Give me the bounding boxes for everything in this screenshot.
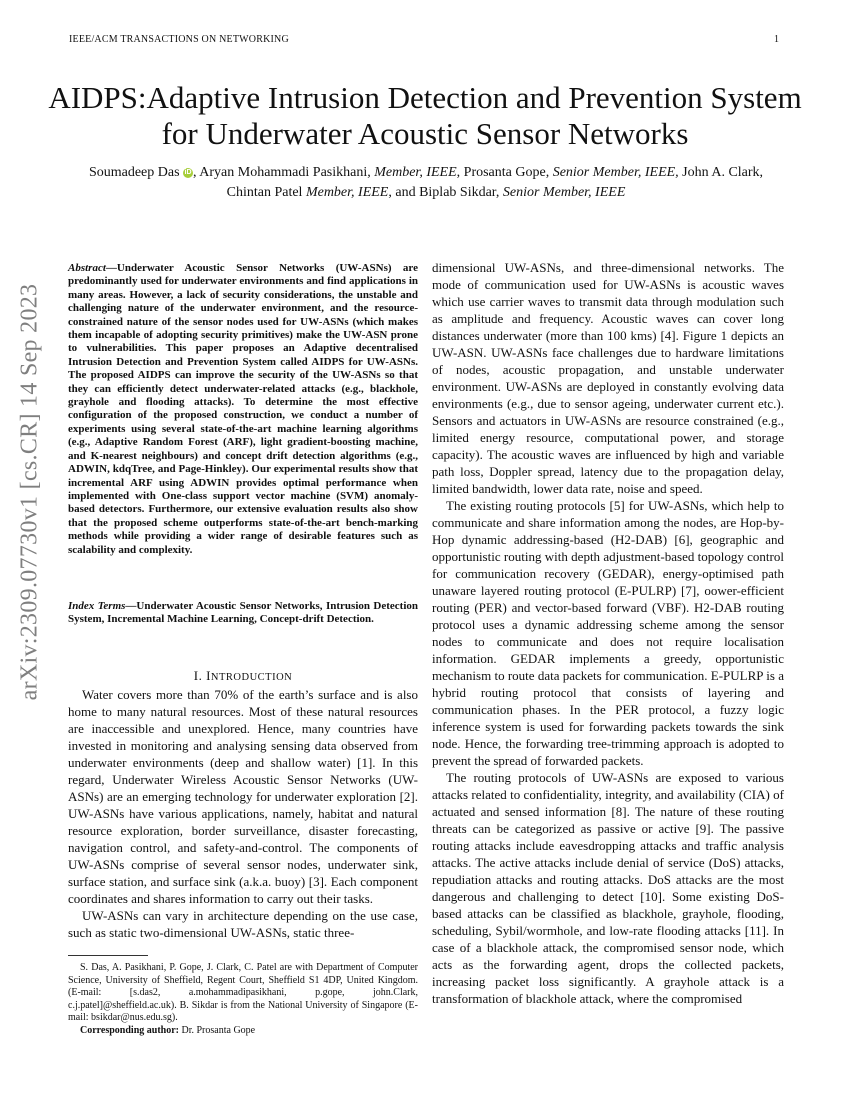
index-terms-text: —Underwater Acoustic Sensor Networks, Intrusion Detection System, Incremental Machine Learning, Concept-drift Detection. xyxy=(68,600,418,626)
abstract-text: —Underwater Acoustic Sensor Networks (UW-ASNs) are predominantly used for underwater environments and find applications in many areas. However, a lack of security considerations, the unstable and challenging nature of the underwater environment, and the resource-constrained nature of the sensor nodes used for UW-ASNs (which makes them incapable of adopting security primitives) make the UW-ASN prone to vulnerabilities. This paper proposes an Adaptive decentralised Intrusion Detection and Prevention System called AIDPS for UW-ASNs. The proposed AIDPS can improve the security of the UW-ASNs so that they can efficiently detect underwater-related attacks (e.g., blackhole, grayhole and flooding attacks). To determine the most effective configuration of the proposed construction, we conduct a number of experiments using several state-of-the-art machine learning algorithms (e.g., Adaptive Random Forest (ARF), light gradient-boosting machine, and K-nearest neighbours) and concept drift detection algorithms (e.g., ADWIN, kdqTree, and Page-Hinkley). Our experimental results show that incremental ARF using ADWIN provides optimal performance when implemented with One-class support vector machine (SVM) anomaly-based detectors. Furthermore, our extensive evaluation results also show that the proposed scheme outperforms state-of-the-art bench-marking methods while providing a wider range of desirable features such as scalability and complexity. xyxy=(68,262,418,556)
affiliation-note: S. Das, A. Pasikhani, P. Gope, J. Clark, C. Patel are with Department of Computer Science, University of Sheffield, Regent Court, Sheffield S1 4DP, United Kingdom. (E-mail: [s.das2, a.mohammadipasikhani, p.gope, john.Clark, c.j.patel]@sheffield.ac.uk). B. Sikdar is from the National University of Singapore (E-mail: bsikdar@nus.edu.sg). xyxy=(68,962,418,1024)
section-title-initial: I xyxy=(206,668,211,683)
author-list xyxy=(68,163,784,203)
author-membership: Member, IEEE xyxy=(374,165,457,180)
corresponding-label: Corresponding author: xyxy=(80,1024,179,1036)
section-number: I. xyxy=(193,668,207,683)
corresponding-name: Dr. Prosanta Gope xyxy=(179,1024,256,1036)
arxiv-stamp: arXiv:2309.07730v1 [cs.CR] 14 Sep 2023 xyxy=(16,283,43,701)
paragraph: dimensional UW-ASNs, and three-dimensional networks. The mode of communication used for UW-ASNs is acoustic waves which use carrier waves to transmit data through modulation such as amplitude and frequency. Acoustic waves can cover long distances underwater (more than 100 kms) [4]. Figure 1 depicts an UW-ASN. UW-ASNs face challenges due to hardware limitations of nodes, acoustic propagation, and unstable underwater environment. UW-ASNs are deployed in constantly evolving data environments (e.g., due to sensor ageing, underwater current etc.). Sensors and actuators in UW-ASNs are resource constrained (e.g., limited energy resource, computational power, and storage capacity). The acoustic waves are influenced by high and variable path loss, Doppler spread, latency due to the propagation delay, limited bandwidth, lower data rate, noise and speed. xyxy=(432,260,784,496)
section-heading xyxy=(68,668,418,684)
paper-title: AIDPS:Adaptive Intrusion Detection and Prevention System for Underwater Acoustic Sensor Networks xyxy=(48,80,802,151)
right-column-body xyxy=(432,259,784,1007)
author-membership: Member, IEEE xyxy=(305,185,389,200)
index-terms-label: Index Terms xyxy=(68,600,126,612)
footnote-divider xyxy=(68,955,148,956)
paragraph: UW-ASNs can vary in architecture depending on the use case, such as static two-dimensional UW-ASNs, static three- xyxy=(68,908,418,940)
running-head: IEEE/ACM TRANSACTIONS ON NETWORKING xyxy=(69,34,289,45)
author-name: Soumadeep Das xyxy=(88,165,180,180)
author-membership: Senior Member, IEEE xyxy=(502,185,626,200)
author-name: , Prosanta Gope, xyxy=(456,165,553,180)
footnote xyxy=(68,962,418,1038)
paragraph: Water covers more than 70% of the earth’s surface and is also home to many natural resources. Most of these natural resources are inaccessible and unexplored. Hence, many countries have invested in monitoring and analysing sensing data observed from underwater environments (deep and shallow water) [1]. In this regard, Underwater Wireless Acoustic Sensor Networks (UW-ASNs) are an emerging technology for underwater exploration [2]. UW-ASNs have various applications, namely, habitat and natural resource exploration, border surveillance, disaster forecasting, navigation control, and safety-and-control. The components of UW-ASNs comprise of several sensor nodes, underwater sink, surface station, and surface sink (a.k.a. buoy) [3]. Each component coordinates and shares information to carry out their tasks. xyxy=(68,687,418,906)
author-name: , Aryan Mohammadi Pasikhani, xyxy=(193,165,375,180)
paragraph: The existing routing protocols [5] for UW-ASNs, which help to communicate and share information among the nodes, are Hop-by-Hop dynamic addressing-based (H2-DAB) [6], geographic and opportunistic routing with depth adjustment-based topology control for communication recovery (GEDAR), energy-optimised path unaware layered routing protocol (E-PULRP) [7], oower-efficient routing (PER) and vector-based forward (VBF). H2-DAB routing protocol uses a dynamic addressing scheme among the sensor nodes to communicate and does not require localisation information. GEDAR implements a greedy, opportunistic mechanism to route data packets for communication. E-PULRP is a hybrid routing protocol that consists of layering and communication phases. In the PER protocol, a fuzzy logic inference system is used for forwarding packets towards the sink node. Hence, the forwarding tree-trimming approach is adopted to prevent the spread of forwarded packets. xyxy=(432,498,784,768)
paragraph: The routing protocols of UW-ASNs are exposed to various attacks related to confidentiality, integrity, and availability (CIA) of actuated and sensed information [8]. The nature of these routing threats can be categorized as passive or active [9]. The passive routing attacks include eavesdropping attacks and traffic analysis attacks. The active attacks include denial of service (DoS) attacks, repudiation attacks and routing attacks. DoS attacks are the most dangerous and challenging to detect [10]. Some existing DoS-based attacks can be classified as blackhole, grayhole, flooding, scheduling, Sybil/wormhole, and low-rate flooding attacks [11]. In case of a blackhole attack, the compromised sensor node, which acts as the forwarding agent, drops the collected packets, increasing packet loss significantly. A grayhole attack is a transformation of blackhole attack, where the compromised xyxy=(432,770,784,1006)
author-name: John A. Clark, Chintan Patel xyxy=(226,165,764,200)
author-name: , and Biplab Sikdar, xyxy=(388,185,503,200)
orcid-icon[interactable]: iD xyxy=(184,169,192,176)
introduction-body xyxy=(68,686,418,941)
arxiv-sidebar xyxy=(10,283,50,701)
abstract xyxy=(68,262,418,557)
abstract-label: Abstract xyxy=(68,262,106,274)
corresponding-author xyxy=(68,1025,418,1038)
section-title-rest: NTRODUCTION xyxy=(210,672,293,683)
author-membership: Senior Member, IEEE, xyxy=(552,165,679,180)
index-terms xyxy=(68,600,418,627)
page-number: 1 xyxy=(774,34,779,45)
